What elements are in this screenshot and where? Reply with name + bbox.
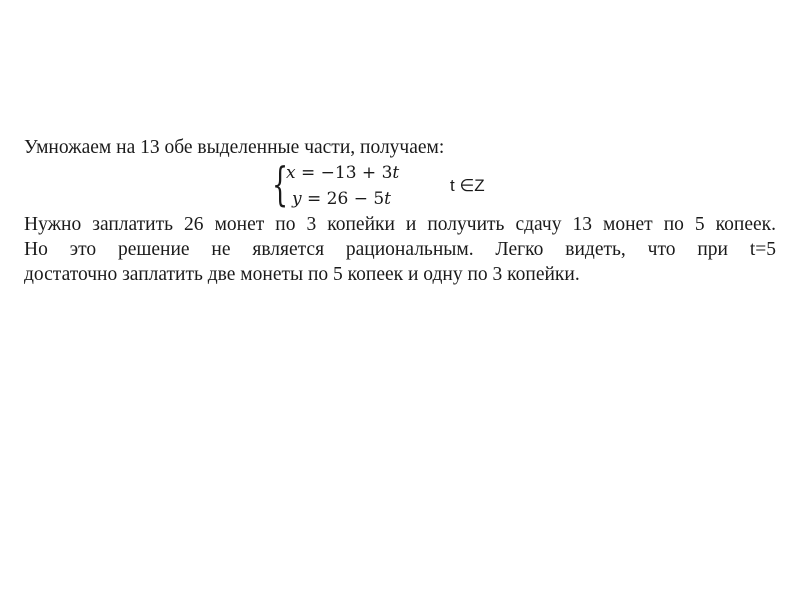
- equation-system-row: [24, 157, 776, 212]
- solution-paragraph: [24, 212, 776, 287]
- document-content: [24, 136, 776, 287]
- paragraph-line: Но это решение не является рациональным. Легко видеть, что при t=5: [24, 239, 776, 260]
- left-brace-icon: {: [272, 157, 289, 211]
- equation-x: 𝑥 = −13 + 3𝑡: [286, 163, 400, 183]
- intro-text: Умножаем на 13 обе выделенные части, получаем:: [24, 137, 445, 158]
- equation-y: 𝑦 = 26 − 5𝑡: [292, 189, 391, 209]
- paragraph-line: достаточно заплатить две монеты по 5 копеек и одну по 3 копейки.: [24, 264, 580, 285]
- equations-group: [286, 160, 399, 212]
- integer-condition: t ∈Z: [450, 176, 485, 195]
- equation-system: [272, 157, 400, 212]
- paragraph-line: Нужно заплатить 26 монет по 3 копейки и получить сдачу 13 монет по 5 копеек.: [24, 214, 776, 235]
